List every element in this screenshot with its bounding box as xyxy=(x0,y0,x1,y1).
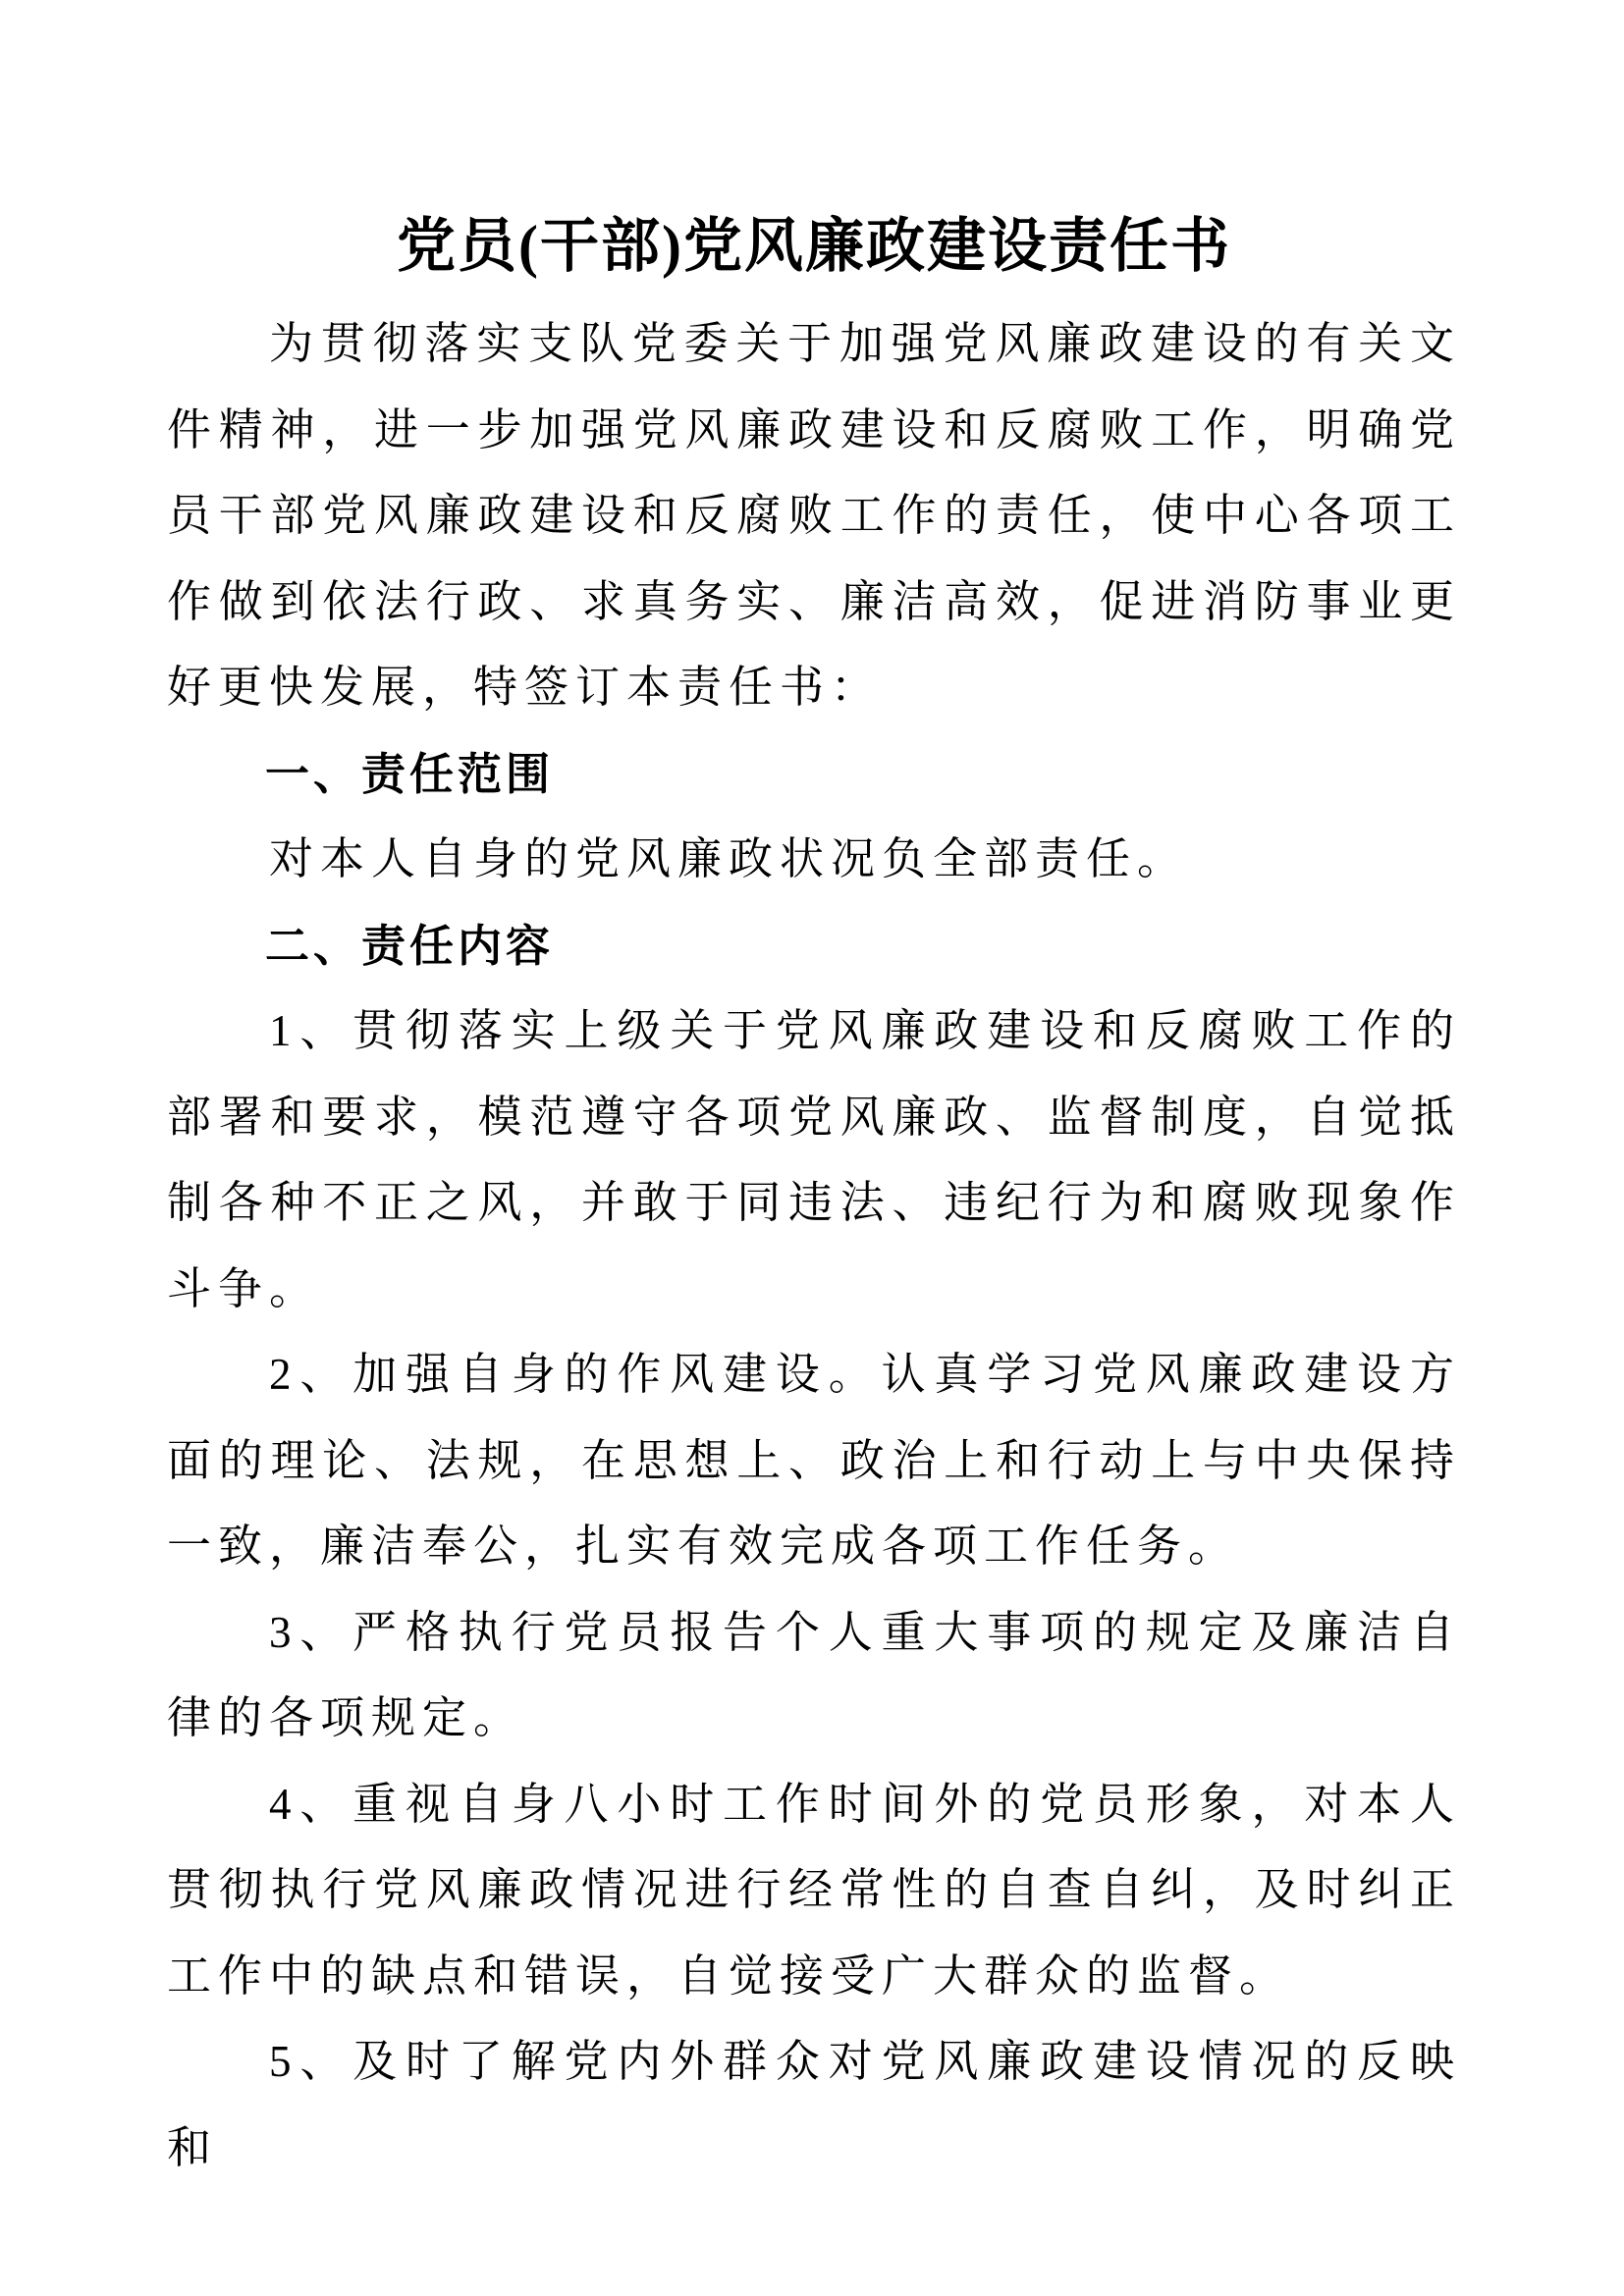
section-2-item-3: 3、严格执行党员报告个人重大事项的规定及廉洁自律的各项规定。 xyxy=(167,1607,1461,1742)
section-1-heading: 一、责任范围 xyxy=(265,748,555,799)
section-2-heading: 二、责任内容 xyxy=(265,920,555,971)
section-2-item-2: 2、加强自身的作风建设。认真学习党风廉政建设方面的理论、法规，在思想上、政治上和行动上与中央保持一致，廉洁奉公，扎实有效完成各项工作任务。 xyxy=(167,1350,1461,1571)
section-2-item-1: 1、贯彻落实上级关于党风廉政建设和反腐败工作的部署和要求，模范遵守各项党风廉政、监督制度，自觉抵制各种不正之风，并敢于同违法、违纪行为和腐败现象作斗争。 xyxy=(167,1006,1461,1313)
section-1-body: 对本人自身的党风廉政状况负全部责任。 xyxy=(269,834,1189,883)
intro-paragraph: 为贯彻落实支队党委关于加强党风廉政建设的有关文件精神，进一步加强党风廉政建设和反腐败工作，明确党员干部党风廉政建设和反腐败工作的责任，使中心各项工作做到依法行政、求真务实、廉洁高效，促进消防事业更好更快发展，特签订本责任书： xyxy=(167,319,1461,712)
section-2-item-5: 5、及时了解党内外群众对党风廉政建设情况的反映和 xyxy=(167,2037,1461,2172)
section-2-item-4: 4、重视自身八小时工作时间外的党员形象，对本人贯彻执行党风廉政情况进行经常性的自查自纠，及时纠正工作中的缺点和错误，自觉接受广大群众的监督。 xyxy=(167,1779,1461,2001)
document-title: 党员(干部)党风廉政建设责任书 xyxy=(397,214,1231,279)
